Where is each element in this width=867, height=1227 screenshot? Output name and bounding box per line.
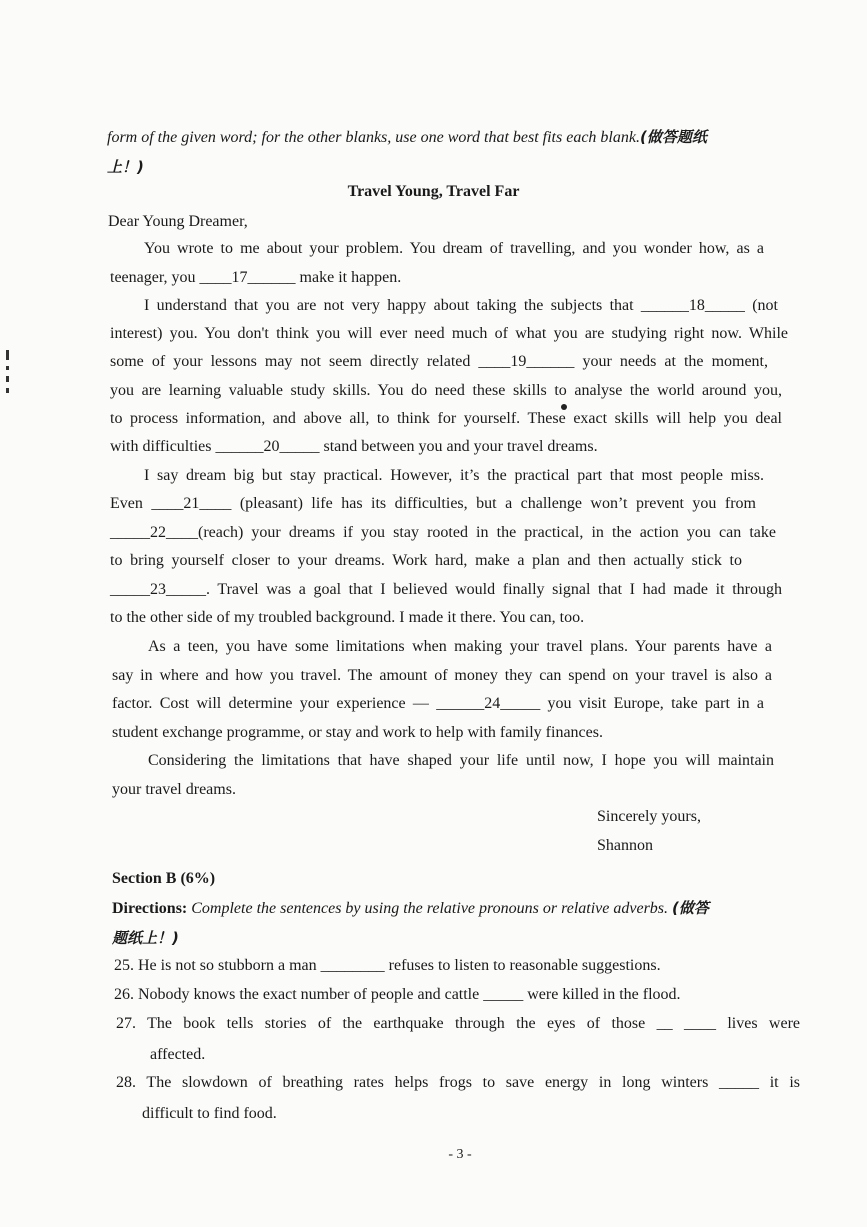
passage-line: _____23_____. Travel was a goal that I believed would finally signal that I had made it through xyxy=(110,581,782,598)
question-28: 28. The slowdown of breathing rates helps frogs to save energy in long winters _____ it is xyxy=(116,1074,800,1091)
passage-line: to process information, and above all, to think for yourself. These exact skills will help you deal xyxy=(110,410,782,427)
passage-line: your travel dreams. xyxy=(112,781,236,798)
section-b-directions xyxy=(112,898,709,919)
instructions-line-2: 上！) xyxy=(107,158,144,176)
instructions-line-1 xyxy=(107,127,707,148)
passage-line: say in where and how you travel. The amount of money they can spend on your travel is also a xyxy=(112,667,772,684)
passage-line: As a teen, you have some limitations when making your travel plans. Your parents have a xyxy=(148,638,772,655)
directions-cn: (做答 xyxy=(672,899,709,917)
passage-line: interest) you. You don't think you will ever need much of what you are studying right now. While xyxy=(110,325,788,342)
passage-line: to bring yourself closer to your dreams. Work hard, make a plan and then actually stick to xyxy=(110,552,742,569)
page-number: - 3 - xyxy=(448,1147,472,1162)
passage-line: with difficulties ______20_____ stand between you and your travel dreams. xyxy=(110,438,598,455)
question-25: 25. He is not so stubborn a man ________ refuses to listen to reasonable suggestions. xyxy=(114,957,661,974)
directions-text: Complete the sentences by using the relative pronouns or relative adverbs. xyxy=(191,900,669,917)
passage-title: Travel Young, Travel Far xyxy=(347,183,520,200)
passage-line: Even ____21____ (pleasant) life has its difficulties, but a challenge won’t prevent you from xyxy=(110,495,756,512)
binding-margin-marks xyxy=(6,350,16,399)
passage-line: you are learning valuable study skills. You do need these skills to analyse the world around you, xyxy=(110,382,782,399)
question-27-cont: affected. xyxy=(150,1046,206,1063)
passage-line: I say dream big but stay practical. However, it’s the practical part that most people miss. xyxy=(144,467,764,484)
ink-dot xyxy=(561,404,567,410)
directions-label: Directions: xyxy=(112,900,188,917)
passage-line: student exchange programme, or stay and work to help with family finances. xyxy=(112,724,603,741)
passage-line: to the other side of my troubled background. I made it there. You can, too. xyxy=(110,609,585,626)
passage-line: teenager, you ____17______ make it happen. xyxy=(110,269,402,286)
salutation: Dear Young Dreamer, xyxy=(108,213,248,230)
instructions-text: form of the given word; for the other blanks, use one word that best fits each blank. xyxy=(107,129,640,146)
closing: Sincerely yours, xyxy=(597,808,701,825)
directions-cn-line-2: 题纸上！) xyxy=(112,929,179,947)
passage-line: You wrote to me about your problem. You dream of travelling, and you wonder how, as a xyxy=(144,240,764,257)
question-28-cont: difficult to find food. xyxy=(142,1105,277,1122)
instructions-cn: (做答题纸 xyxy=(639,128,707,146)
section-b-heading: Section B (6%) xyxy=(112,870,216,887)
passage-line: _____22____(reach) your dreams if you stay rooted in the practical, in the action you can take xyxy=(110,524,776,541)
signature: Shannon xyxy=(597,837,653,854)
passage-line: Considering the limitations that have shaped your life until now, I hope you will maintain xyxy=(148,752,774,769)
question-27: 27. The book tells stories of the earthquake through the eyes of those __ ____ lives were xyxy=(116,1015,800,1032)
passage-line: I understand that you are not very happy about taking the subjects that ______18_____ (not xyxy=(144,297,778,314)
passage-line: some of your lessons may not seem directly related ____19______ your needs at the moment, xyxy=(110,353,768,370)
passage-line: factor. Cost will determine your experience — ______24_____ you visit Europe, take part in a xyxy=(112,695,764,712)
question-26: 26. Nobody knows the exact number of people and cattle _____ were killed in the flood. xyxy=(114,986,681,1003)
